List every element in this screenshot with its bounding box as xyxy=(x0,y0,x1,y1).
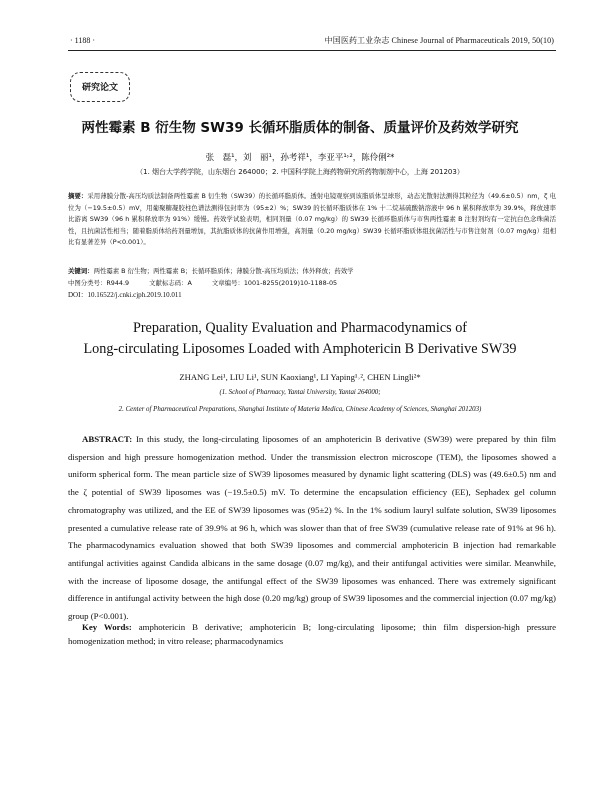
section-badge-label: 研究论文 xyxy=(81,83,118,93)
chinese-abstract-text: 采用薄膜分散-高压均质法制备两性霉素 B 衍生物（SW39）的长循环脂质体。透射电镜观察到该脂质体呈球形，动态光散射法测得其粒径为（49.6±0.5）nm，ζ 电位为（−19.5±0.5）mV，用葡聚糖凝胶柱色谱法测得包封率为（95±2）%；SW39 的长循环脂质体在 1% 十二烷基硫酸钠溶液中 96 h 累积释放率为 39.9%，释放速率比游离 SW39（96 h 累积释放率为 91%）缓慢。药效学试验表明，相同剂量（0.07 mg/kg）的 SW39 长循环脂质体与市售两性霉素 B 注射剂均有一定抗白色念珠菌活性，且抗菌活性相当；随着脂质体给药剂量增加，其抗脂质体的抗菌作用增强，高剂量（0.20 mg/kg）SW39 长循环脂质体组抗菌活性与市售注射剂（0.07 mg/kg）组相比有显著差异（P<0.001）。 xyxy=(68,192,556,247)
chinese-abstract-label: 摘要： xyxy=(68,192,88,200)
english-abstract xyxy=(68,431,556,626)
article-number: 文章编号：1001-8255(2019)10-1188-05 xyxy=(211,279,338,287)
chinese-keywords-text: 两性霉素 B 衍生物；两性霉素 B；长循环脂质体；薄膜分散-高压均质法；体外释放；药效学 xyxy=(93,267,354,275)
english-authors: ZHANG Lei¹, LIU Li¹, SUN Kaoxiang¹, LI Yaping¹˒², CHEN Lingli²* xyxy=(179,372,421,382)
doi: DOI：10.16522/j.cnki.cjph.2019.10.011 xyxy=(68,291,182,299)
english-title-line-1: Preparation, Quality Evaluation and Pharmacodynamics of xyxy=(132,320,468,336)
english-title xyxy=(40,318,560,360)
page-number: · 1188 · xyxy=(70,35,96,45)
chinese-keywords-label: 关键词： xyxy=(68,267,94,275)
chinese-keywords xyxy=(68,266,556,278)
english-abstract-text: In this study, the long-circulating liposomes of an amphotericin B derivative (SW39) were prepared by thin film dispersion and high pressure homogenization method. Under the transmission electron microscope (TEM), the liposomes showed a uniform spherical form. The mean particle size of SW39 liposomes measured by dynamic light scattering (DLS) was (49.6±0.5) nm and the ζ potential of SW39 liposomes was (−19.5±0.5) mV. To determine the encapsulation efficiency (EE), Sephadex gel column chromatography was utilized, and the EE of SW39 liposomes was (95±2) %. In the 1% sodium lauryl sulfate solution, SW39 liposomes presented a cumulative release rate of 39.9% at 96 h, which was slower than that of free SW39 (cumulative release rate of 91% at 96 h). The pharmacodynamics evaluation showed that both SW39 liposomes and commercial amphotericin B injection had remarkable antifungal activities against Candida albicans in the same dosage (0.07 mg/kg), and their antifungal activities were similar. Meanwhile, with the increase of liposome dosage, the antifungal effect of the SW39 liposomes was enhanced. There was extremely significant difference in antifungal activity between the high dose (0.20 mg/kg) group of SW39 liposomes and the commercial injection (0.07 mg/kg) group (P<0.001). xyxy=(68,434,556,622)
document-code: 文献标志码：A xyxy=(149,279,192,287)
header-rule xyxy=(68,50,556,51)
english-affiliation-2: 2. Center of Pharmaceutical Preparations, Shanghai Institute of Materia Medica, Chinese Academy of Sciences, Shanghai 201203) xyxy=(118,406,482,413)
journal-citation: 中国医药工业杂志 Chinese Journal of Pharmaceuticals 2019, 50(10) xyxy=(324,35,554,45)
english-keywords-label: Key Words: xyxy=(82,622,132,632)
english-keywords-text: amphotericin B derivative; amphotericin B; long-circulating liposome; thin film dispersion-high pressure homogenization method; in vitro release; pharmacodynamics xyxy=(68,622,557,646)
english-title-line-2: Long-circulating Liposomes Loaded with Amphotericin B Derivative SW39 xyxy=(83,341,517,357)
english-abstract-label: ABSTRACT: xyxy=(82,434,133,444)
chinese-affiliations: （1. 烟台大学药学院，山东烟台 264000；2. 中国科学院上海药物研究所药物制剂中心，上海 201203） xyxy=(136,168,464,176)
english-keywords xyxy=(68,620,556,648)
chinese-abstract xyxy=(68,191,556,249)
section-badge xyxy=(70,72,130,102)
running-header xyxy=(70,32,554,48)
chinese-title: 两性霉素 B 衍生物 SW39 长循环脂质体的制备、质量评价及药效学研究 xyxy=(81,120,519,136)
chinese-authors: 张 磊¹，刘 丽¹，孙考祥¹，李亚平¹˒²，陈伶俐²* xyxy=(205,153,395,163)
classification-line xyxy=(68,278,556,290)
class-number: 中图分类号：R944.9 xyxy=(68,279,130,287)
english-affiliation-1: (1. School of Pharmacy, Yantai University, Yantai 264000; xyxy=(219,389,381,396)
